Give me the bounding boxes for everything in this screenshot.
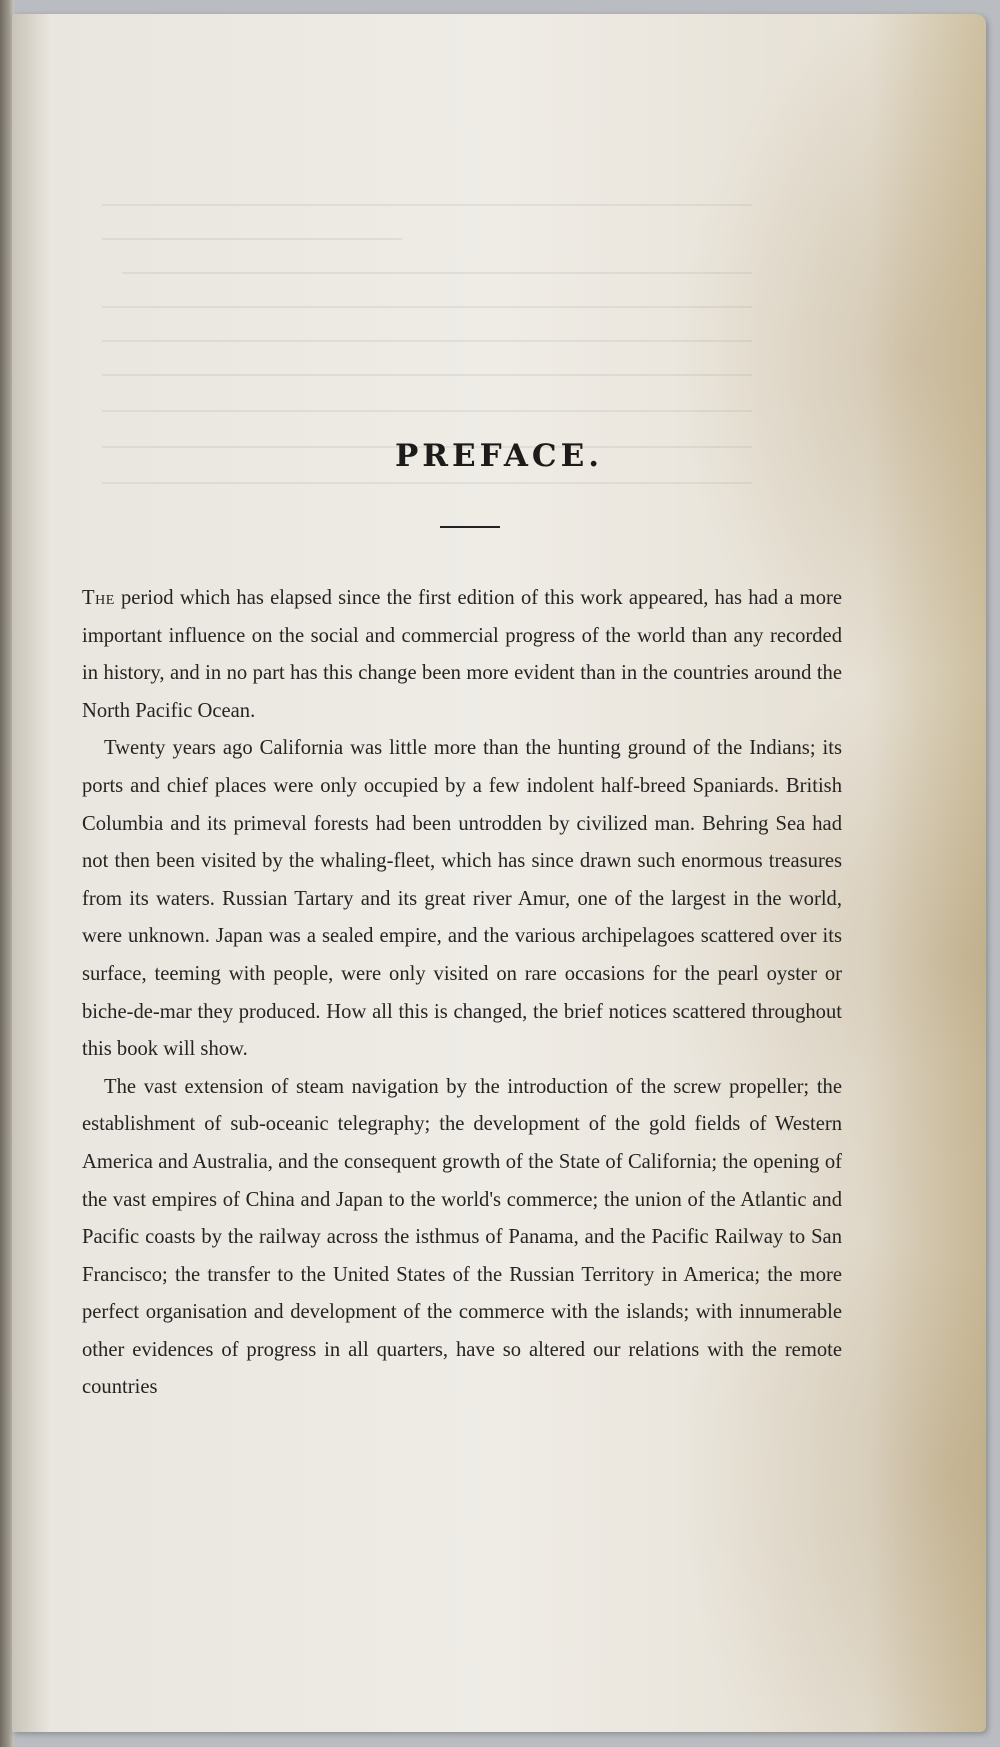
page-title: PREFACE. <box>394 438 604 474</box>
paragraph-1-text: period which has elapsed since the first edition of this work appeared, has had a more important influence on the social and commercial progress of the world than any recorded in history, and in no part has this change been more evident than in the countries around the North Pacific Ocean. <box>82 587 842 722</box>
paragraph-3: The vast extension of steam navigation by the introduction of the screw propeller; the establishment of sub-oceanic telegraphy; the development of the gold fields of Western America and Australia, and the consequent growth of the State of California; the opening of the vast empires of China and Japan to the world's commerce; the union of the Atlantic and Pacific coasts by the railway across the isthmus of Panama, and the Pacific Railway to San Francisco; the transfer to the United States of the Russian Territory in America; the more perfect organisation and development of the commerce with the islands; with innumerable other evidences of progress in all quarters, have so altered our relations with the remote countries <box>82 1075 842 1399</box>
preface-body <box>82 580 842 1407</box>
lead-in-word: The <box>82 587 115 609</box>
paragraph-2: Twenty years ago California was little more than the hunting ground of the Indians; its ports and chief places were only occupied by a few indolent half-breed Spaniards. British Columbia and its primeval forests had been untrodden by civilized man. Behring Sea had not then been visited by the whaling-fleet, which has since drawn such enormous treasures from its waters. Russian Tartary and its great river Amur, one of the largest in the world, were unknown. Japan was a sealed empire, and the various archipelagoes scattered over its surface, teeming with people, were only visited on rare occasions for the pearl oyster or biche-de-mar they produced. How all this is changed, the brief notices scattered throughout this book will show. <box>82 737 842 1061</box>
book-page <box>12 14 986 1732</box>
title-rule <box>440 526 500 528</box>
paragraph-1 <box>82 580 842 730</box>
